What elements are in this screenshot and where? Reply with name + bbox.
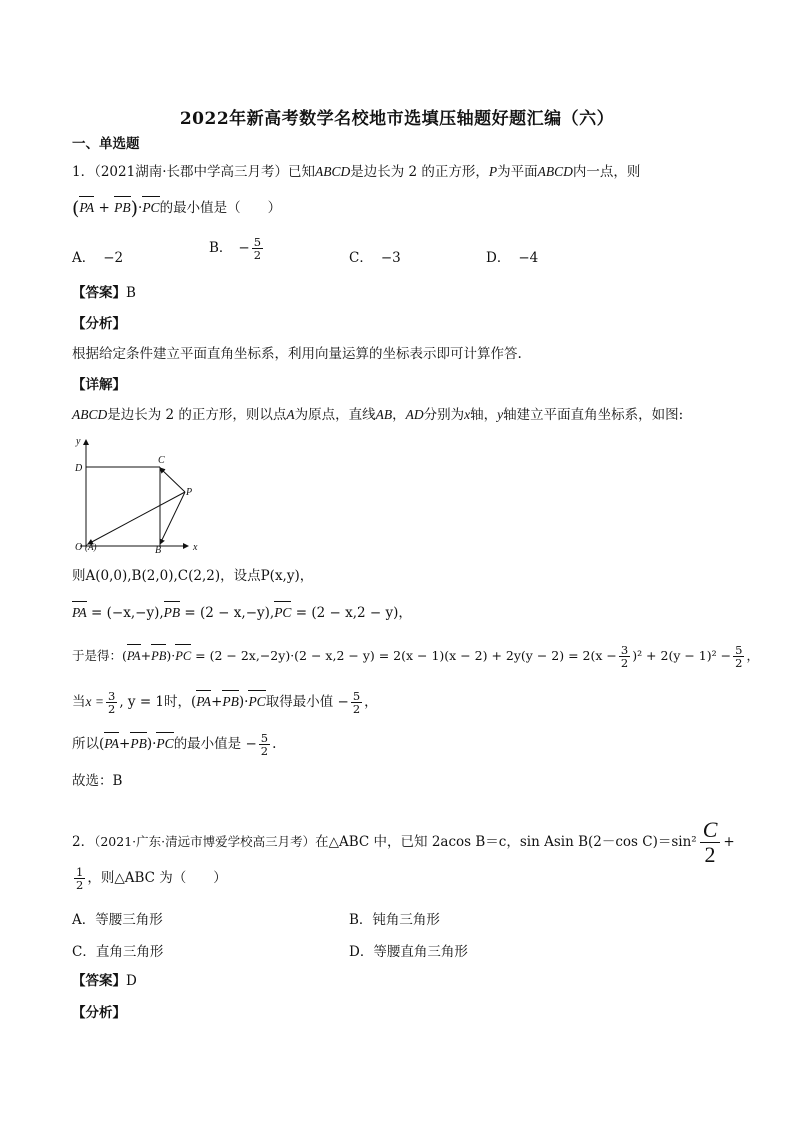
q2-text: 在△ABC 中，已知 2acos B＝c，sin Asin B(2－cos C)＝sin² [315,834,697,850]
q1-derivation-line: 于是得：(PA+PB)·PC = (2 − 2x,−2y)·(2 − x,2 − y) = 2(x − 1)(x − 2) + 2y(y − 2) = 2(x − $\frac{3}{2}$ )² + 2(y − 1)² − $\frac{5}{2}$ ， [72,643,759,670]
derivation-text: x = [85,694,104,709]
q2-number: 2． [72,834,95,850]
q1-choose-line: 故选：B [72,773,123,789]
derivation-text: . [272,736,277,752]
option-value: −4 [518,250,539,266]
answer-value: B [126,285,136,301]
q2-option-b: B．钝角三角形 [349,912,440,928]
vector-value: = (−x,−y), [86,605,164,621]
fraction [733,644,744,669]
q1-abcd: ABCD [315,164,351,179]
label-p: P [186,487,193,498]
derivation-text: ， [364,694,378,710]
vector-pc: PC [156,734,173,754]
vector-pa-arrow [88,492,185,544]
detail-text: x [464,407,471,422]
option-value: −3 [380,250,401,266]
q2-option-d: D．等腰直角三角形 [349,944,468,960]
q1-stem-line1 [72,162,640,182]
derivation-text: ， [746,648,759,663]
detail-text: 为原点，直线 [294,407,376,423]
square-diagram [62,432,202,554]
fraction-numerator: C [700,818,721,843]
fraction-numerator: 3 [107,689,116,703]
fraction-denominator: 2 [107,702,116,716]
label-a: (A) [85,542,97,552]
q1-stem-line2 [72,198,281,219]
q2-option-a: A．等腰三角形 [72,912,163,928]
vector-pb: PB [164,603,181,623]
derivation-text: 于是得： [72,648,123,663]
vector-pb: PB [222,692,239,712]
fraction-denominator: 2 [352,702,361,716]
q1-thus-line: 所以(PA+PB)·PC的最小值是 − $\frac{5}{2}$ . [72,731,277,758]
detail-text: 轴建立平面直角坐标系，如图: [503,407,684,423]
q2-text: + [723,834,735,850]
derivation-text: 当 [72,694,86,710]
q1-number: 1． [72,164,95,180]
fraction-numerator: 1 [76,865,84,879]
vector-pa: PA [196,692,211,712]
option-value: −2 [103,250,124,266]
derivation-text: = (2 − 2x,−2y)·(2 − x,2 − y) = 2(x − 1)(x − 2) + 2y(y − 2) = 2(x − [191,648,617,663]
fraction [74,866,85,891]
option-fraction [252,236,263,261]
q1-analysis-text: 根据给定条件建立平面直角坐标系，利用向量运算的坐标表示即可计算作答. [72,346,522,362]
option-label: C． [349,250,373,266]
vector-value: = (2 − x,2 − y)， [291,605,412,621]
label-c: C [158,455,165,466]
detail-text: AD [405,407,424,422]
q1-text: 内一点，则 [572,164,641,180]
option-label: B． [209,240,233,256]
vector-pb: PB [130,734,147,754]
detail-text: A [286,407,295,422]
q2-stem-line1 [72,818,735,867]
q1-when-line: 当x = $\frac{3}{2}$ , y = 1时，(PA+PB)·PC取得最小值 − $\frac{5}{2}$ ， [72,689,378,716]
q1-expr-plus: + [94,200,115,216]
label-d: D [75,463,83,474]
label-o: O [75,542,83,553]
q1-option-d [486,246,538,266]
vector-pc-arrow [160,468,185,492]
option-sign: − [238,240,250,256]
vector-pc: PC [175,646,191,666]
q1-option-b [209,236,265,261]
q1-expr-dot: · [138,200,143,216]
q1-analysis-label: 【分析】 [72,316,126,332]
q2-big-fraction [700,818,721,867]
answer-label: 【答案】 [72,285,126,301]
q1-detail-line1 [72,405,683,425]
vector-pb: PB [151,646,166,666]
fraction-numerator: 5 [352,689,361,703]
vector-pa: PA [127,646,141,666]
fraction-denominator: 2 [620,656,629,670]
detail-text: y [497,407,504,422]
vector-pa: PA [104,734,119,754]
q1-text: 的最小值是（ ） [159,200,282,216]
vector-pa: PA [72,603,87,623]
q1-option-c [349,246,401,266]
label-y: y [76,436,81,447]
fraction-numerator: 5 [253,235,262,249]
fraction-numerator: 5 [260,731,269,745]
fraction [351,690,362,715]
detail-text: 轴， [470,407,498,423]
fraction-denominator: 2 [704,842,716,867]
q2-stem-line2 [72,866,227,891]
q2-answer [72,971,137,991]
q1-point-p: P [488,164,498,179]
vector-pc: PC [274,603,291,623]
q1-option-a [72,246,123,266]
q2-text: ，则△ABC 为（ ） [87,870,227,886]
section-heading: 一、单选题 [72,136,140,152]
detail-text: 是边长为 2 的正方形，则以点 [107,407,287,423]
fraction-denominator: 2 [76,878,84,892]
derivation-text: 取得最小值 − [265,694,349,710]
fraction [259,732,270,757]
detail-text: ， [392,407,406,423]
q1-answer [72,283,136,303]
q1-text: 是边长为 2 的正方形， [350,164,489,180]
q1-abcd: ABCD [537,164,573,179]
vector-pa: PA [79,198,94,218]
page-title: 2022年新高考数学名校地市选填压轴题好题汇编（六） [179,109,615,129]
fraction [619,644,630,669]
detail-text: AB [375,407,393,422]
option-label: A． [72,250,96,266]
answer-value: D [126,973,137,989]
q1-vectors-line [72,603,412,623]
q2-option-c: C．直角三角形 [72,944,164,960]
vector-pc: PC [142,198,159,218]
q1-source: （2021湖南·长郡中学高三月考） [94,164,288,180]
q1-coords-line: 则A(0,0),B(2,0),C(2,2)，设点P(x,y)， [72,568,314,584]
q2-analysis-label: 【分析】 [72,1005,126,1021]
vector-pb: PB [114,198,131,218]
q1-detail-label: 【详解】 [72,377,126,393]
q1-expr-paren: ) [130,197,139,220]
derivation-text: , y = 1时， [119,694,192,710]
label-x: x [193,542,198,553]
fraction [106,690,117,715]
q1-text: 已知 [288,164,315,180]
vector-value: = (2 − x,−y), [180,605,275,621]
fraction-denominator: 2 [735,656,743,670]
q2-source: （2021·广东·清远市博爱学校高三月考） [94,834,316,849]
answer-label: 【答案】 [72,973,126,989]
fraction-numerator: 5 [735,643,743,657]
fraction-denominator: 2 [260,744,269,758]
fraction-numerator: 3 [620,643,629,657]
fraction-denominator: 2 [253,248,262,262]
vector-pc: PC [248,692,265,712]
derivation-text: 所以 [72,736,99,752]
label-b: B [155,545,162,554]
q1-expr-paren: ( [72,197,80,220]
detail-text: ABCD [72,407,108,422]
detail-text: 分别为 [423,407,465,423]
vector-pb-arrow [160,492,185,544]
q1-text: 为平面 [497,164,538,180]
derivation-text: 的最小值是 − [173,736,257,752]
option-label: D． [486,250,511,266]
derivation-text: )² + 2(y − 1)² − [632,648,732,663]
